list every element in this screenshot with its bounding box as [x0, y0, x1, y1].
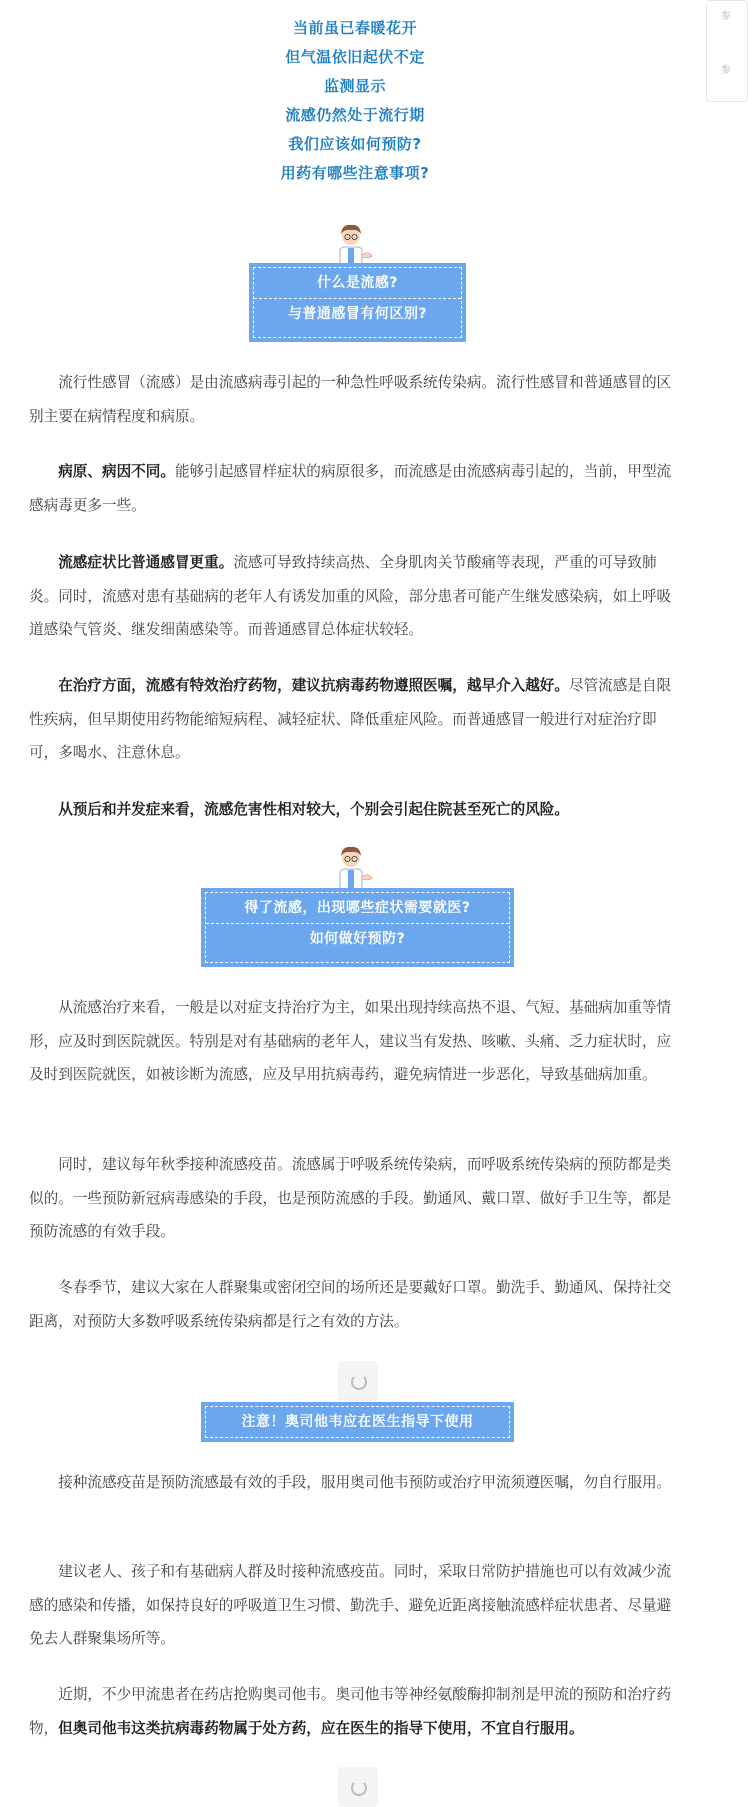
paragraph: 流行性感冒（流感）是由流感病毒引起的一种急性呼吸系统传染病。流行性感冒和普通感冒的区别主要在病情程度和病原。 — [29, 374, 672, 425]
paragraph-bold: 从预后和并发症来看，流感危害性相对较大，个别会引起住院甚至死亡的风险。 — [58, 801, 569, 818]
intro-line: 当前虽已春暖花开 — [292, 19, 417, 37]
intro-line: 我们应该如何预防? — [288, 135, 422, 153]
side-card-glyph: 参 — [721, 11, 731, 22]
doctor-illustration — [328, 222, 382, 268]
section-banner — [249, 263, 466, 342]
intro-block — [0, 14, 710, 188]
paragraph: 病原、病因不同。能够引起感冒样症状的病原很多，而流感是由流感病毒引起的，当前，甲型流感病毒更多一些。 — [29, 463, 672, 514]
banner-line: 什么是流感? — [316, 275, 399, 291]
section-banner — [201, 888, 514, 967]
paragraph — [29, 793, 684, 827]
doctor-illustration — [328, 844, 382, 890]
paragraph-bold: 但奥司他韦这类抗病毒药物属于处方药，应在医生的指导下使用，不宜自行服用。 — [58, 1719, 584, 1737]
paragraph: 接种流感疫苗是预防流感最有效的手段，服用奥司他韦预防或治疗甲流须遵医嘱，勿自行服用。 — [58, 1474, 672, 1491]
intro-line: 但气温依旧起伏不定 — [285, 48, 425, 66]
paragraph: 近期，不少甲流患者在药店抢购奥司他韦。奥司他韦等神经氨酸酶抑制剂是甲流的预防和治疗药物，但奥司他韦这类抗病毒药物属于处方药，应在医生的指导下使用，不宜自行服用。 — [29, 1686, 672, 1737]
paragraph: 从流感治疗来看，一般是以对症支持治疗为主，如果出现持续高热不退、气短、基础病加重等情形，应及时到医院就医。特别是对有基础病的老年人，建议当有发热、咳嗽、头痛、乏力症状时，应及时到医院就医，如被诊断为流感，应及早用抗病毒药，避免病情进一步恶化，导致基础病加重。 — [29, 999, 672, 1083]
paragraph-bold: 在治疗方面，流感有特效治疗药物，建议抗病毒药物遵照医嘱，越早介入越好。 — [58, 677, 569, 694]
intro-line: 用药有哪些注意事项? — [280, 164, 430, 182]
paragraph-bold: 病原、病因不同。 — [58, 463, 175, 480]
section-banner — [201, 1402, 514, 1442]
intro-line: 流感仍然处于流行期 — [285, 106, 425, 124]
paragraph: 同时，建议每年秋季接种流感疫苗。流感属于呼吸系统传染病，而呼吸系统传染病的预防都是类似的。一些预防新冠病毒感染的手段，也是预防流感的手段。勤通风、戴口罩、做好手卫生等，都是预防流感的有效手段。 — [29, 1156, 672, 1240]
banner-line: 与普通感冒有何区别? — [254, 298, 461, 329]
paragraph-bold: 流感症状比普通感冒更重。 — [58, 554, 234, 571]
paragraph: 建议老人、孩子和有基础病人群及时接种流感疫苗。同时，采取日常防护措施也可以有效减少流感的感染和传播，如保持良好的呼吸道卫生习惯、勤洗手、避免近距离接触流感样症状患者、尽量避免去人群聚集场所等。 — [29, 1563, 672, 1647]
paragraph: 冬春季节，建议大家在人群聚集或密闭空间的场所还是要戴好口罩。勤洗手、勤通风、保持社交距离，对预防大多数呼吸系统传染病都是行之有效的方法。 — [29, 1279, 672, 1330]
side-card[interactable] — [706, 0, 748, 102]
paragraph: 在治疗方面，流感有特效治疗药物，建议抗病毒药物遵照医嘱，越早介入越好。尽管流感是自限性疾病，但早期使用药物能缩短病程、减轻症状、降低重症风险。而普通感冒一般进行对症治疗即可，多喝水、注意休息。 — [29, 677, 672, 761]
banner-line: 得了流感，出现哪些症状需要就医? — [244, 900, 471, 916]
paragraph: 流感症状比普通感冒更重。流感可导致持续高热、全身肌肉关节酸痛等表现，严重的可导致肺炎。同时，流感对患有基础病的老年人有诱发加重的风险，部分患者可能产生继发感染病，如上呼吸道感染气管炎、继发细菌感染等。而普通感冒总体症状较轻。 — [29, 554, 672, 638]
image-loading-placeholder — [338, 1361, 378, 1401]
image-loading-placeholder — [338, 1767, 378, 1807]
side-card-glyph: 参 — [721, 65, 731, 76]
banner-line: 如何做好预防? — [206, 923, 509, 954]
banner-line: 注意！奥司他韦应在医生指导下使用 — [241, 1414, 474, 1430]
intro-line: 监测显示 — [323, 77, 386, 95]
